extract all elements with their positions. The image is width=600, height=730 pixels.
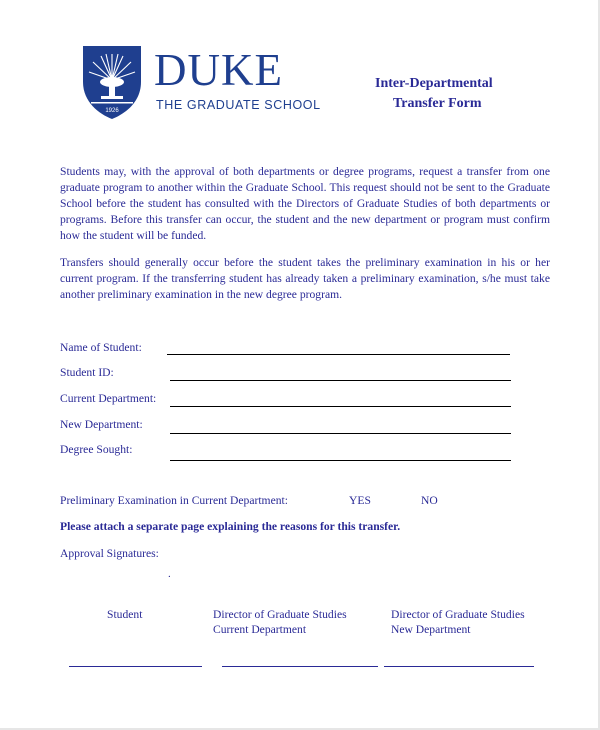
student-signature-label (107, 607, 142, 622)
form-title-line1: Inter-Departmental (375, 76, 493, 91)
prelim-no-option[interactable]: NO (421, 494, 438, 507)
student-id-field[interactable] (170, 380, 511, 381)
student-signature-line[interactable] (69, 666, 202, 667)
dgs-new-line2: New Department (391, 623, 471, 636)
degree-sought-field[interactable] (170, 460, 511, 461)
duke-seal-icon (79, 42, 145, 120)
dgs-new-signature-line[interactable] (384, 666, 534, 667)
dgs-current-line1: Director of Graduate Studies (213, 608, 347, 621)
graduate-school-subtitle: THE GRADUATE SCHOOL (156, 98, 321, 112)
new-department-field[interactable] (170, 433, 511, 434)
degree-sought-label: Degree Sought: (60, 443, 133, 456)
current-department-label: Current Department: (60, 392, 157, 405)
dgs-current-signature-label (213, 607, 347, 637)
dgs-current-signature-line[interactable] (222, 666, 378, 667)
student-name-label: Name of Student: (60, 341, 142, 354)
duke-wordmark: DUKE (154, 45, 283, 95)
form-title-line2: Transfer Form (393, 96, 482, 111)
new-department-label: New Department: (60, 418, 143, 431)
attach-instruction: Please attach a separate page explaining the reasons for this transfer. (60, 520, 401, 533)
approval-signatures-label: Approval Signatures: (60, 547, 159, 560)
student-name-field[interactable] (167, 354, 510, 355)
prelim-exam-label: Preliminary Examination in Current Department: (60, 494, 288, 507)
student-id-label: Student ID: (60, 366, 114, 379)
approval-dot: . (168, 568, 171, 580)
dgs-new-line1: Director of Graduate Studies (391, 608, 525, 621)
seal-year: 1926 (105, 108, 119, 114)
student-signature-text: Student (107, 608, 143, 621)
intro-text: Students may, with the approval of both departments or degree programs, request a transfer from one graduate program to another within the Graduate School. This request should not be sent to the Graduate School before the student has consulted with the Directors of Graduate Studies of both departments or programs. Before this transfer can occur, the student and the new department or program must confirm how the student will be funded. (60, 165, 550, 242)
dgs-current-line2: Current Department (213, 623, 307, 636)
form-title (375, 74, 535, 114)
duke-logo (79, 42, 321, 122)
prelim-yes-option[interactable]: YES (349, 494, 371, 507)
intro-paragraph (60, 164, 550, 244)
transfer-timing-paragraph (60, 255, 550, 303)
transfer-timing-text: Transfers should generally occur before the student takes the preliminary examination in his or her current program. If the transferring student has already taken a preliminary examination, s/he must take another preliminary examination in the new degree program. (60, 256, 550, 301)
current-department-field[interactable] (170, 406, 511, 407)
dgs-new-signature-label (391, 607, 525, 637)
